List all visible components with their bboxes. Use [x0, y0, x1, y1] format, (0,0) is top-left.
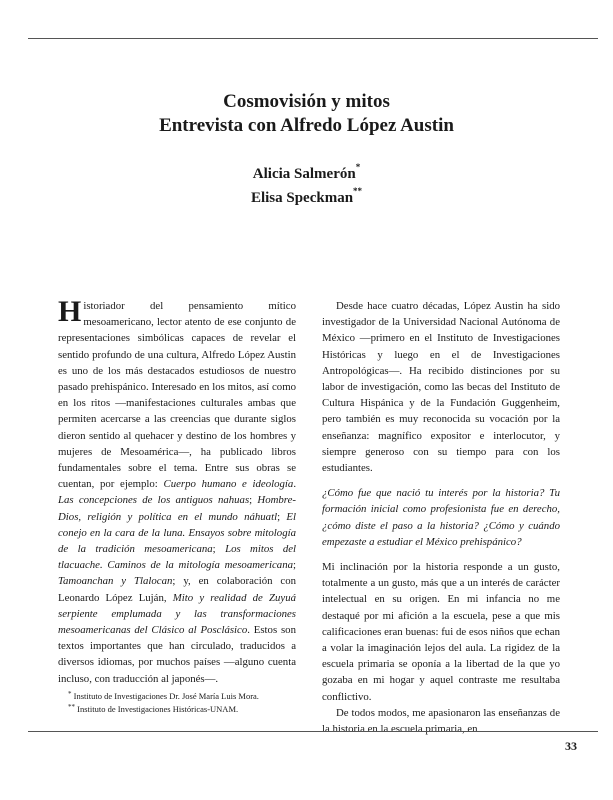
author-1	[0, 162, 613, 186]
body-text: ;	[277, 510, 287, 523]
work-title: Tamoanchan y Tlalocan	[58, 575, 173, 588]
author-name: Elisa Speckman	[250, 190, 354, 206]
footnote	[58, 703, 298, 715]
author-footnote-mark: *	[355, 162, 361, 172]
works-list	[58, 478, 296, 684]
page-number: 33	[565, 739, 577, 753]
work-title: Las concepciones de los antiguos nahuas	[58, 494, 250, 507]
footnote-mark: *	[68, 690, 72, 698]
author-2	[0, 186, 613, 210]
left-column	[58, 295, 297, 687]
author-footnote-mark: **	[353, 186, 363, 196]
body-text: ;	[249, 494, 258, 507]
body-paragraph: Desde hace cuatro décadas, López Austin ha sido investigador de la Universidad Nacional Autónoma de México —primero en el Instituto de Investigaciones Históricas y luego en el de Investigaciones Antropológicas—. Ha recibido distinciones por su labor de investigación, como las becas del Instituto de Cultura Hispánica y de la Fundación Guggenheim, pero también es muy reconocida su vocación por la enseñanza: magnífico expositor e interlocutor, y siempre generoso con su tiempo para con los estudiantes.	[322, 300, 560, 475]
work-title: Mito y realidad de Zuyuá serpiente emplumada y las transformaciones mesoamericanas del Clásico al Posclásico	[58, 591, 296, 637]
interview-question: ¿Cómo fue que nació tu interés por la historia? Tu formación inicial como profesionista fue en derecho, ¿cómo diste el paso a la historia? ¿Cómo y cuándo empezaste a estudiar el México prehispánico?	[322, 487, 560, 548]
footnote-text: Instituto de Investigaciones Dr. José María Luis Mora.	[73, 691, 259, 701]
work-title: Los mitos del tlacuache. Caminos de la mitología mesoamericana	[58, 543, 297, 572]
work-title: El conejo en la cara de la luna. Ensayos sobre mitología de la tradición mesoamericana	[58, 510, 296, 556]
bottom-rule	[28, 731, 598, 732]
right-column	[322, 298, 560, 737]
work-title: Hombre-Dios, religión y política en el mundo náhuatl	[58, 494, 296, 523]
footnotes	[58, 690, 298, 716]
author-name: Alicia Salmerón	[252, 166, 356, 182]
footnote-text: Instituto de Investigaciones Históricas-UNAM.	[77, 704, 239, 714]
footnote-mark: **	[68, 703, 75, 711]
body-text: . Estos son textos importantes que han circulado, traducidos a diversos idiomas, por muchos países —alguno cuenta incluso, con traducción al japonés—.	[58, 624, 296, 685]
work-title: Cuerpo humano e ideología	[163, 478, 294, 491]
drop-cap: H	[58, 295, 82, 328]
body-text: ;	[293, 559, 296, 572]
intro-paragraph	[58, 295, 297, 687]
article-title	[0, 90, 613, 138]
intro-text: istoriador del pensamiento mítico mesoamericano, lector atento de ese conjunto de representaciones simbólicas capaces de revelar el sentido profundo de una cultura, Alfredo López Austin es uno de los más destacados estudiosos de nuestro pasado prehispánico. Interesado en los mitos, así como en los ritos —manifestaciones culturales ambas que permiten acercarse a las creencias que durante siglos dieron sentido al quehacer y destino de los hombres y mujeres de Mesoamérica—, ha publicado libros fundamentales sobre el tema. Entre sus obras se cuentan, por ejemplo:	[58, 300, 296, 491]
title-line-1: Cosmovisión y mitos	[223, 91, 390, 112]
body-text: ;	[212, 543, 226, 556]
body-text: ; y, en colaboración con Leonardo López Luján,	[58, 575, 296, 604]
body-text: .	[293, 478, 297, 491]
top-rule	[28, 38, 598, 39]
answer-paragraph: Mi inclinación por la historia responde a un gusto, totalmente a un gusto, más que a un interés de carácter intelectual en su origen. En mi infancia no me destaqué por mi afición a la escuela, pese a que mis calificaciones eran buenas: fui de esos niños que echan a volar la imaginación lejos del aula. La rigidez de la escuela primaria se oponía a la libertad de la que yo gozaba en mi hogar y aquel contraste me resultaba conflictivo.	[322, 561, 560, 703]
author-list	[0, 162, 613, 210]
answer-paragraph: De todos modos, me apasionaron las enseñanzas de la historia en la escuela primaria, en	[322, 706, 560, 736]
footnote	[58, 690, 298, 702]
title-line-2: Entrevista con Alfredo López Austin	[159, 115, 454, 136]
